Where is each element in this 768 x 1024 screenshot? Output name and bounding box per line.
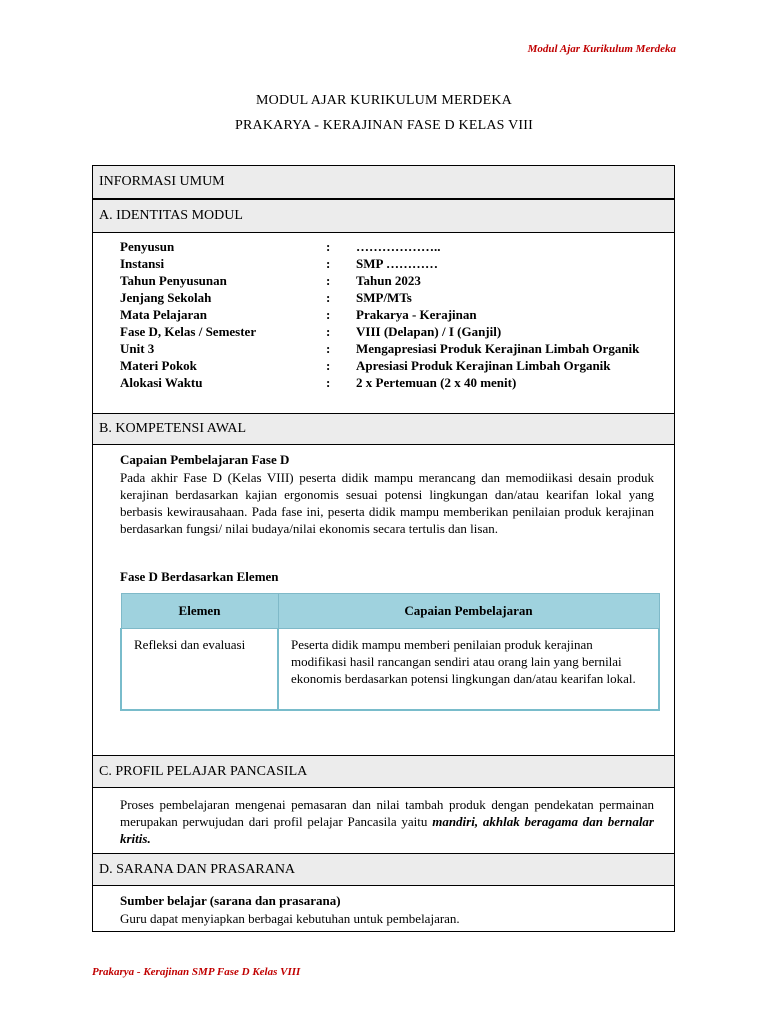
section-informasi-umum: INFORMASI UMUM: [93, 166, 674, 199]
capaian-table: [120, 593, 660, 711]
identitas-separator: :: [326, 324, 331, 339]
identitas-value: 2 x Pertemuan (2 x 40 menit): [356, 375, 517, 390]
identitas-label: Unit 3: [120, 341, 155, 356]
identitas-label: Penyusun: [120, 239, 175, 254]
identitas-value: VIII (Delapan) / I (Ganjil): [356, 324, 502, 339]
sarana-text: Guru dapat menyiapkan berbagai kebutuhan untuk pembelajaran.: [120, 911, 460, 926]
identitas-row: [120, 255, 666, 272]
identitas-separator: :: [326, 290, 331, 305]
sarana-heading: Sumber belajar (sarana dan prasarana): [120, 893, 341, 908]
running-footer: Prakarya - Kerajinan SMP Fase D Kelas VIII: [92, 966, 301, 978]
document-subtitle: PRAKARYA - KERAJINAN FASE D KELAS VIII: [235, 118, 533, 133]
identitas-separator: :: [326, 273, 331, 288]
identitas-row: [120, 374, 666, 391]
identitas-list: [120, 238, 666, 391]
identitas-label: Jenjang Sekolah: [120, 290, 212, 305]
identitas-separator: :: [326, 341, 331, 356]
identitas-row: [120, 357, 666, 374]
profil-emphasis: mandiri, akhlak beragama dan bernalar kritis.: [120, 814, 654, 846]
identitas-value: ………………..: [356, 239, 441, 254]
table-cell-elemen: Refleksi dan evaluasi: [121, 629, 278, 711]
running-header: Modul Ajar Kurikulum Merdeka: [527, 43, 676, 55]
table-cell-capaian: Peserta didik mampu memberi penilaian produk kerajinan modifikasi hasil rancangan sendiri atau orang lain yang bernilai ekonomis berdasarkan potensi lingkungan dan/atau kearifan lokal.: [278, 629, 659, 711]
identitas-value: Prakarya - Kerajinan: [356, 307, 477, 322]
section-identitas-modul: A. IDENTITAS MODUL: [93, 199, 674, 233]
section-kompetensi-awal: B. KOMPETENSI AWAL: [93, 413, 674, 445]
identitas-label: Tahun Penyusunan: [120, 273, 227, 288]
identitas-separator: :: [326, 256, 331, 271]
identitas-separator: :: [326, 239, 331, 254]
identitas-separator: :: [326, 358, 331, 373]
table-header-capaian: Capaian Pembelajaran: [278, 594, 659, 629]
table-header-elemen: Elemen: [121, 594, 278, 629]
section-sarana-prasarana: D. SARANA DAN PRASARANA: [93, 853, 674, 886]
identitas-label: Materi Pokok: [120, 358, 197, 373]
identitas-value: Mengapresiasi Produk Kerajinan Limbah Organik: [356, 341, 640, 356]
identitas-value: Apresiasi Produk Kerajinan Limbah Organik: [356, 358, 611, 373]
elemen-heading: Fase D Berdasarkan Elemen: [120, 569, 279, 584]
identitas-row: [120, 323, 666, 340]
identitas-label: Alokasi Waktu: [120, 375, 203, 390]
identitas-row: [120, 289, 666, 306]
section-profil-pelajar: C. PROFIL PELAJAR PANCASILA: [93, 755, 674, 788]
cp-paragraph: Pada akhir Fase D (Kelas VIII) peserta didik mampu merancang dan memodiikasi desain produk kerajinan berdasarkan kajian ergonomis sesuai potensi lingkungan dan/atau kearifan lokal yang berbasis kewirausahaan. Pada fase ini, peserta didik mampu memberikan penilaian produk kerajinan berdasarkan fungsi/ nilai budaya/nilai ekonomis secara tertulis dan lisan.: [120, 470, 654, 536]
identitas-separator: :: [326, 307, 331, 322]
document-title: MODUL AJAR KURIKULUM MERDEKA: [256, 93, 512, 108]
identitas-value: Tahun 2023: [356, 273, 421, 288]
identitas-label: Instansi: [120, 256, 165, 271]
identitas-row: [120, 238, 666, 255]
identitas-separator: :: [326, 375, 331, 390]
identitas-label: Fase D, Kelas / Semester: [120, 324, 257, 339]
module-frame: [92, 165, 675, 932]
identitas-value: SMP/MTs: [356, 290, 412, 305]
identitas-label: Mata Pelajaran: [120, 307, 208, 322]
identitas-row: [120, 306, 666, 323]
cp-heading: Capaian Pembelajaran Fase D: [120, 452, 290, 467]
profil-text: Proses pembelajaran mengenai pemasaran dan nilai tambah produk dengan pendekatan permainan merupakan perwujudan dari profil pelajar Pancasila yaitu: [120, 797, 654, 829]
table-row: [121, 629, 659, 711]
identitas-row: [120, 340, 666, 357]
identitas-value: SMP …………: [356, 256, 438, 271]
profil-paragraph: [120, 796, 654, 847]
identitas-row: [120, 272, 666, 289]
table-header-row: [121, 594, 659, 629]
